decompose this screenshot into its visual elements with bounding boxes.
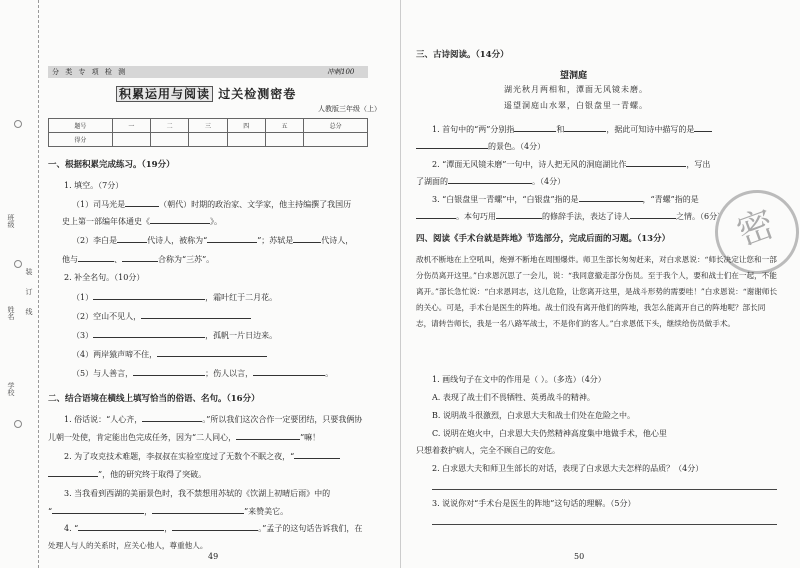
answer-blank[interactable] (142, 421, 202, 422)
text: 。 (325, 369, 334, 378)
table-row (49, 133, 368, 147)
margin-label-school: 学校 (7, 382, 15, 396)
score-input[interactable] (189, 133, 227, 147)
s1-q2: 2. 补全名句。（10分） (64, 273, 145, 282)
text: （1）司马光是 (72, 200, 126, 209)
text: ， (164, 524, 173, 533)
score-input[interactable] (304, 133, 368, 147)
table-cell: 得分 (49, 133, 113, 147)
page-number: 49 (208, 552, 219, 561)
poem-line-1: 湖光秋月两相和，潭面无风镜未磨。 (504, 85, 648, 94)
text: ，霜叶红于二月花。 (205, 293, 278, 302)
text: 。（4分） (532, 177, 566, 186)
s1-q2-3 (72, 330, 277, 341)
answer-blank[interactable] (93, 337, 205, 338)
text: 代诗人， (321, 236, 354, 245)
answer-blank[interactable] (564, 131, 606, 132)
s1-q1: 1. 填空。（7分） (64, 181, 124, 190)
answer-blank[interactable] (157, 356, 267, 357)
margin-seal-1: 装 (25, 268, 33, 275)
answer-blank[interactable] (52, 513, 144, 514)
answer-blank[interactable] (630, 218, 676, 219)
score-input[interactable] (151, 133, 189, 147)
reading-passage: 敌机不断地在上空吼叫，炮弹不断地在周围爆炸。师卫生部长匆匆赶来，对白求恩说：“师长决定让您和一部分伤员离开这里。”白求恩沉思了一会儿，说：“我同意撤走部分伤员。至于我个人，要和战士们在一起，不能离开。”部长急忙说：“白求恩同志，这儿危险，让您离开这里，是战斗形势的需要哇！”白求恩说：“谢谢师长的关心。可是，手术台是医生的阵地。战士们没有离开他们的阵地，我怎么能离开自己的阵地呢？部长同志，请转告师长，我是一名八路军战士，不是你们的客人。”白求恩低下头，继续给伤员做手术。 (416, 255, 778, 328)
answer-blank[interactable] (416, 218, 456, 219)
section1-heading: 一、根据积累完成练习。（19分） (48, 160, 175, 170)
answer-blank[interactable] (293, 242, 321, 243)
section3-heading: 三、古诗阅读。（14分） (416, 50, 509, 60)
text: ”；苏轼是 (257, 236, 294, 245)
s4-q3-answer-line[interactable] (432, 524, 777, 525)
answer-blank[interactable] (78, 261, 114, 262)
s4-q1-option-b[interactable]: B. 说明战斗很激烈，白求恩大夫和战士们处在危险之中。 (432, 411, 635, 420)
page-title (116, 85, 296, 102)
answer-blank[interactable] (48, 476, 98, 477)
answer-blank[interactable] (579, 201, 643, 202)
text: ，“青螺”指的是 (642, 195, 699, 204)
answer-blank[interactable] (117, 242, 147, 243)
s1-q2-2 (72, 311, 251, 322)
answer-blank[interactable] (294, 458, 340, 459)
s3-q2-line1 (432, 159, 710, 170)
section2-heading: 二、结合语境在横线上填写恰当的俗语、名句。（16分） (48, 394, 260, 404)
score-input[interactable] (227, 133, 265, 147)
text: （5）与人善言， (72, 369, 134, 378)
s1-q1-1-line2 (62, 216, 222, 227)
answer-blank[interactable] (236, 439, 300, 440)
s1-q1-1-line1 (72, 199, 351, 210)
text: “ (48, 507, 53, 516)
s1-q2-5 (72, 368, 333, 379)
margin-label-class: 班级 (7, 214, 15, 228)
s4-q1: 1. 画线句子在文中的作用是（ ）。（多选）（4分） (432, 375, 606, 384)
answer-blank[interactable] (152, 513, 244, 514)
text: （朝代）时期的政治家、文学家，他主持编撰了我国历 (159, 200, 352, 209)
text: 4. “ (64, 524, 79, 533)
text: 合称为“三苏”。 (158, 255, 215, 264)
binding-margin (0, 0, 39, 568)
table-cell: 题号 (49, 119, 113, 133)
confidential-stamp: 密 (703, 178, 800, 286)
edition-label: 人教版三年级（上） (318, 105, 381, 113)
s4-q2: 2. 白求恩大夫和师卫生部长的对话，表现了白求恩大夫怎样的品质？（4分） (432, 464, 704, 473)
text: （2）李白是 (72, 236, 118, 245)
answer-blank[interactable] (125, 206, 159, 207)
answer-blank[interactable] (514, 131, 556, 132)
text: 2. 为了攻克技术难题，李叔叔在实验室度过了无数个不眠之夜，“ (64, 452, 295, 461)
table-row (49, 119, 368, 133)
poem-title: 望洞庭 (560, 71, 588, 81)
text: ”嘛！ (300, 433, 321, 442)
s2-q1-line1 (64, 414, 362, 425)
answer-blank[interactable] (207, 242, 257, 243)
brand-label: 冲刺100 (327, 68, 355, 76)
s1-q1-2-line1 (72, 235, 353, 246)
table-cell: 总分 (304, 119, 368, 133)
s3-q1-line1 (432, 124, 712, 135)
table-cell: 五 (265, 119, 303, 133)
text: 。”孟子的这句话告诉我们，在 (258, 524, 363, 533)
s2-q3-line1: 3. 当我看到西湖的美丽景色时，我不禁想用苏轼的《饮湖上初晴后雨》中的 (64, 489, 331, 498)
text: 他与 (62, 255, 78, 264)
title-rest: 过关检测密卷 (218, 87, 297, 101)
text: 2. “潭面无风镜未磨”一句中，诗人把无风的洞庭湖比作 (432, 160, 627, 169)
text: 之情。（6分） (676, 212, 726, 221)
text: 》。 (210, 217, 222, 226)
score-input[interactable] (112, 133, 150, 147)
s3-q3-line2 (416, 211, 725, 222)
s2-q2-line2 (48, 469, 206, 480)
text: 代诗人，被称为“ (147, 236, 208, 245)
text: 的修辞手法，表达了诗人 (542, 212, 630, 221)
text: ”，他的研究终于取得了突破。 (98, 470, 207, 479)
text: 的景色。（4分） (488, 142, 546, 151)
text: 儿朝一处使，肯定能出色完成任务，因为“二人同心， (48, 433, 237, 442)
s3-q1-line2 (416, 141, 545, 152)
s4-q3: 3. 说说你对“手术台是医生的阵地”这句话的理解。（5分） (432, 499, 636, 508)
text: ，据此可知诗中描写的是 (606, 125, 695, 134)
table-cell: 四 (227, 119, 265, 133)
answer-blank[interactable] (150, 223, 210, 224)
s3-q2-line2 (416, 176, 565, 187)
text: ，写出 (686, 160, 711, 169)
answer-blank[interactable] (93, 299, 205, 300)
series-label: 分 类 专 项 检 测 (52, 68, 128, 76)
title-boxed: 积累运用与阅读 (116, 86, 213, 102)
answer-blank[interactable] (141, 318, 251, 319)
text: 史上第一部编年体通史《 (62, 217, 150, 226)
s2-q2-line1 (64, 451, 340, 462)
answer-blank[interactable] (626, 166, 686, 167)
score-table (48, 118, 368, 147)
s2-q4-line1 (64, 523, 362, 534)
answer-blank[interactable] (78, 530, 164, 531)
text: 3. “白银盘里一青螺”中，“白银盘”指的是 (432, 195, 579, 204)
answer-blank[interactable] (694, 131, 712, 132)
answer-blank[interactable] (496, 218, 542, 219)
text: ；伤人以言， (205, 369, 254, 378)
section4-heading: 四、阅读《手术台就是阵地》节选部分，完成后面的习题。（13分） (416, 234, 671, 244)
score-input[interactable] (265, 133, 303, 147)
text: ，孤帆一片日边来。 (205, 331, 278, 340)
s3-q3-line1 (432, 194, 699, 205)
text: 和 (556, 125, 565, 134)
s2-q4-line2: 处理人与人的关系时，应关心他人，尊重他人。 (48, 541, 208, 550)
text: （3） (72, 331, 94, 340)
table-cell: 二 (151, 119, 189, 133)
text: 1. 首句中的“两”分别指 (432, 125, 515, 134)
text: （2）空山不见人， (72, 312, 142, 321)
text: （4）两岸猿声啼不住， (72, 350, 158, 359)
text: （1） (72, 293, 94, 302)
s1-q1-2-line2 (62, 254, 214, 265)
answer-blank[interactable] (133, 375, 205, 376)
text: 了湖面的 (416, 177, 448, 186)
margin-label-name: 姓名 (7, 306, 15, 320)
s4-q2-answer-line[interactable] (432, 489, 777, 490)
text: 1. 俗话说：“人心齐， (64, 415, 143, 424)
s2-q1-line2 (48, 432, 320, 443)
poem-line-2: 遥望洞庭山水翠，白银盘里一青螺。 (504, 101, 648, 110)
answer-blank[interactable] (253, 375, 325, 376)
margin-seal-2: 订 (25, 288, 33, 295)
text: 。”所以我们这次合作一定要团结，只要我俩协 (202, 415, 363, 424)
s4-q1-option-a[interactable]: A. 表现了战士们不畏牺牲、英勇战斗的精神。 (432, 393, 595, 402)
s2-q3-line2 (48, 506, 288, 517)
answer-blank[interactable] (122, 261, 158, 262)
answer-blank[interactable] (416, 148, 488, 149)
text: ”来赞美它。 (244, 507, 289, 516)
s4-q1-option-c-line2: 只想着救护病人，完全不顾自己的安危。 (416, 446, 560, 455)
s4-q1-option-c-line1[interactable]: C. 说明在炮火中，白求恩大夫仍然精神高度集中地做手术，他心里 (432, 429, 667, 438)
table-cell: 一 (112, 119, 150, 133)
table-cell: 三 (189, 119, 227, 133)
s1-q2-4 (72, 349, 267, 360)
text: ， (144, 507, 153, 516)
answer-blank[interactable] (448, 183, 532, 184)
answer-blank[interactable] (172, 530, 258, 531)
margin-seal-3: 线 (25, 308, 33, 315)
text: 、 (114, 255, 122, 264)
page-number: 50 (574, 552, 585, 561)
s1-q2-1 (72, 292, 277, 303)
text: 。本句巧用 (456, 212, 496, 221)
